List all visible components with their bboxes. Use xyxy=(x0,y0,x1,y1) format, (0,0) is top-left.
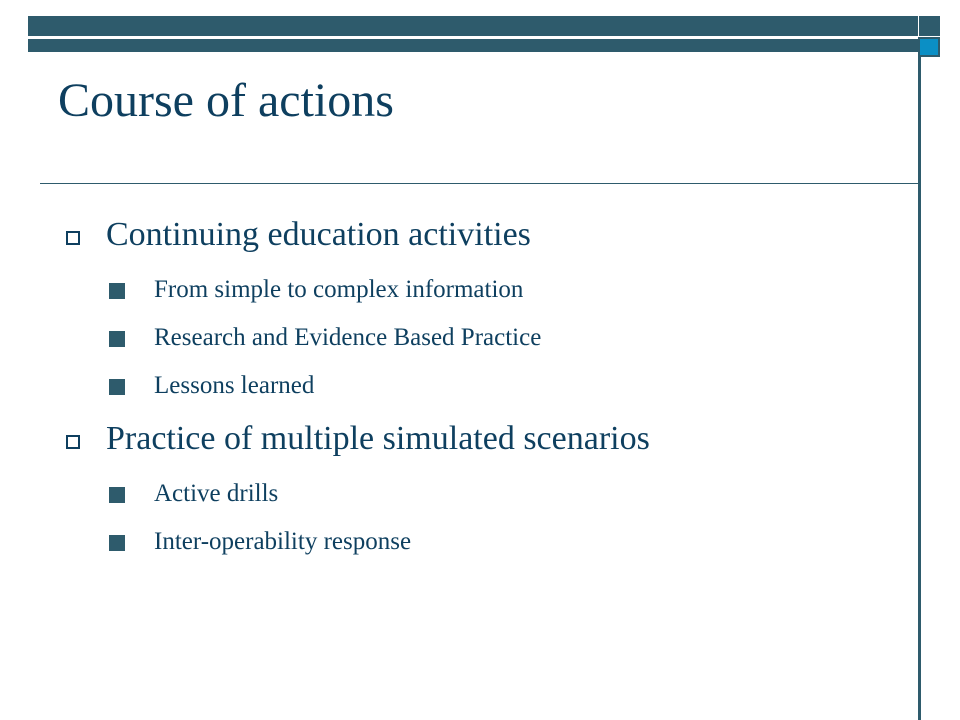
slide-title: Course of actions xyxy=(58,74,394,127)
filled-square-icon xyxy=(109,283,125,299)
section-heading: Continuing education activities xyxy=(106,216,531,253)
list-item: Lessons learned xyxy=(154,372,315,399)
list-item: Active drills xyxy=(154,480,279,507)
filled-square-icon xyxy=(109,379,125,395)
list-item: Inter-operability response xyxy=(154,528,412,555)
filled-square-icon xyxy=(109,535,125,551)
filled-square-icon xyxy=(109,487,125,503)
hollow-square-icon xyxy=(66,435,80,449)
filled-square-icon xyxy=(109,331,125,347)
list-item: Research and Evidence Based Practice xyxy=(154,324,542,351)
section-heading: Practice of multiple simulated scenarios xyxy=(106,420,650,457)
hollow-square-icon xyxy=(66,231,80,245)
list-item: From simple to complex information xyxy=(154,276,524,303)
